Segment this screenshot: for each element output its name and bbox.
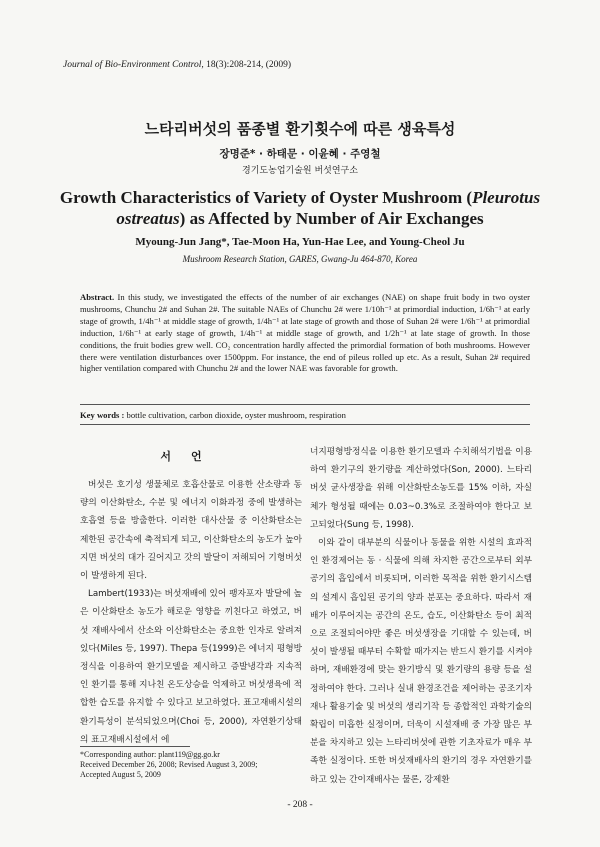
right-column: [310, 443, 532, 789]
accepted-date: Accepted August 5, 2009: [80, 770, 161, 779]
journal-volume: 18(3):208-214, (2009): [203, 60, 292, 70]
page-number: - 208 -: [287, 800, 313, 810]
journal-citation: [63, 60, 291, 70]
english-title-part2: ) as Affected by Number of Air Exchanges: [179, 209, 484, 228]
received-dates: Received December 26, 2008; Revised August 3, 2009;: [80, 760, 258, 769]
korean-title: 느타리버섯의 품종별 환기횟수에 따른 생육특성: [144, 120, 456, 138]
english-title-species: Pleurotus ostreatus: [116, 188, 541, 228]
english-title: [40, 187, 560, 229]
korean-affiliation: 경기도농업기술원 버섯연구소: [242, 166, 358, 176]
footnote: [80, 750, 310, 780]
keywords-label: Key words :: [80, 410, 125, 420]
abstract: [80, 292, 530, 375]
body-paragraph: Lambert(1933)는 버섯재배에 있어 팽자포자 발달에 높은 이산화탄소 농도가 해로운 영향을 끼친다고 하였고, 버섯 재배사에서 산소와 이산화탄소는 중요한 인자로 알려져 있다(Miles 등, 1997). Thepa 등(1999)은 에너지 평형방정식을 이용하여 환기모델을 제시하고 증발냉각과 지속적인 환기를 통해 지나친 온도상승을 억제하고 버섯생육에 적합한 습도를 유지할 수 있다고 보고하였다. 표고재배시설의 환기특성이 분석되었으며(Choi 등, 2000), 자연환기상태의 표고재배시설에서 에: [80, 589, 302, 745]
english-authors: Myoung-Jun Jang*, Tae-Moon Ha, Yun-Hae Lee, and Young-Cheol Ju: [135, 236, 465, 248]
left-column: [80, 443, 302, 749]
abstract-label: Abstract.: [80, 292, 115, 302]
body-paragraph: 버섯은 호기성 생물체로 호흡산물로 이용한 산소량과 동량의 이산화탄소, 수분 및 에너지 이화과정 중에 발생하는 호흡열 등을 방출한다. 이러한 대사산물 중 이산화탄소는 제한된 공간속에 축적되게 되고, 이산화탄소의 농도가 높아지면 버섯의 대가 길어지고 갓의 발달이 저해되어 기형버섯이 발생하게 된다.: [80, 480, 302, 582]
keywords-top-rule: [80, 404, 530, 405]
keywords-bottom-rule: [80, 424, 530, 425]
keywords: [80, 410, 530, 420]
footnote-rule: [80, 746, 190, 747]
keywords-text: bottle cultivation, carbon dioxide, oyster mushroom, respiration: [124, 410, 346, 420]
journal-name: Journal of Bio-Environment Control,: [63, 60, 204, 70]
english-affiliation: Mushroom Research Station, GARES, Gwang-Ju 464-870, Korea: [182, 254, 418, 264]
corresponding-author: *Corresponding author: plant119@gg.go.kr: [80, 750, 220, 759]
body-paragraph: 이와 같이 대부분의 식물이나 동물을 위한 시설의 효과적인 환경제어는 동 · 식물에 의해 차지한 공간으로부터 외부 공기의 흡입에서 비롯되며, 이러한 목적을 위한 환기시스템의 설계시 흡입된 공기의 양과 분포는 중요하다. 따라서 재배가 이루어지는 공간의 온도, 습도, 이산화탄소 등이 최적으로 조절되어야만 좋은 버섯생장을 기대할 수 있는데, 버섯이 발생될 때부터 수확할 때가지는 반드시 환기를 시켜야 하며, 재배환경에 맞는 환기방식 및 환기량의 용량 등을 설정하여야 한다. 그러나 실내 환경조건을 제어하는 공조기자재나 활용기술 및 버섯의 생리기작 등 종합적인 과학기술의 확립이 미흡한 실정이며, 더욱이 시설재배 중 가장 많은 부분을 차지하고 있는 느타리버섯에 관한 기초자료가 매우 부족한 실정이다. 또한 버섯재배사의 환기의 경우 자연환기를 하고 있는 간이재배사는 물론, 강제환: [310, 538, 532, 785]
body-paragraph: 너지평형방정식을 이용한 환기모델과 수치해석기법을 이용하여 환기구의 환기량을 계산하였다(Son, 2000). 느타리버섯 균사생장을 위해 이산화탄소농도를 15% 이하, 자실체가 형성될 때에는 0.03~0.3%로 조절하여야 한다고 보고되었다(Sung 등, 1998).: [310, 447, 532, 530]
english-title-part1: Growth Characteristics of Variety of Oyster Mushroom (: [59, 188, 473, 207]
section-title: 서언: [160, 450, 222, 463]
abstract-text: In this study, we investigated the effects of the number of air exchanges (NAE) on shape fruit body in two oyster mushrooms, Chunchu 2# and Suhan 2#. The suitable NAEs of Chunchu 2# were 1/10h⁻¹ at primordial induction, 1/6h⁻¹ at early stage of growth, 1/4h⁻¹ at middle stage of growth, 1/4h⁻¹ at late stage of growth and those of Suhan 2# were 1/6h⁻¹ at primordial induction, 1/6h⁻¹ at early stage of growth, 1/4h⁻¹ at middle stage of growth, and 1/2h⁻¹ at late stage of growth. In those conditions, the fruit bodies grew well. CO₂ concentration hardly affected the primordial formation of both mushrooms. However there were ventilation disturbances over 1500ppm. For instance, the end of pileus rolled up etc. As a result, Suhan 2# required higher ventilation compared with Chunchu 2# and the lower NAE was favorable for growth.: [80, 292, 530, 374]
korean-authors: 장명준* · 하태문 · 이윤혜 · 주영철: [219, 148, 381, 160]
